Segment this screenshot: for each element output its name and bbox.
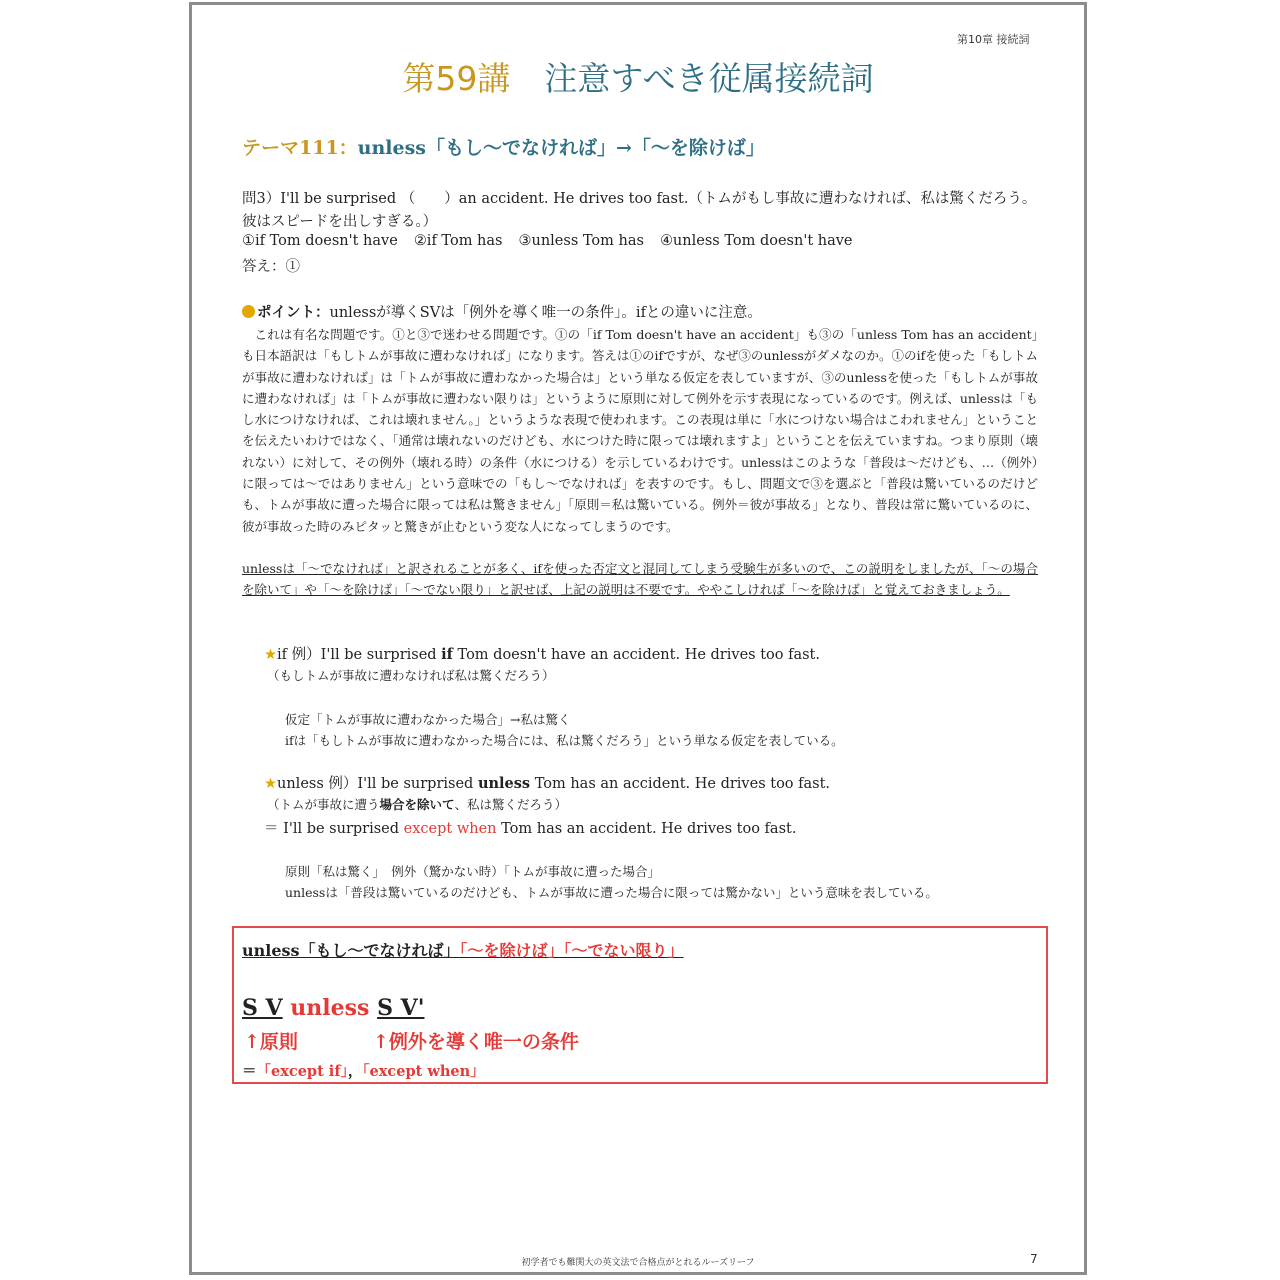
unless-note-2: unlessは「普段は驚いているのだけども、トムが事故に遭った場合に限っては驚かない」という意味を表している。 bbox=[285, 885, 938, 900]
point-body: これは有名な問題です。①と③で迷わせる問題です。①の「if Tom doesn't have an accident」も③の「unless Tom has an accident」も日本語訳は「もしトムが事故に遭わなければ」になります。答えは①のifですが、なぜ③のunlessがダメなのか。①のifを使った「もしトムが事故に遭わなければ」は「トムが事故に遭わなかった場合は」という単なる仮定を表していますが、③のunlessを使った「もしトムが事故に遭わなければ」は「トムが事故に遭わない限りは」というように原則に対して例外を示す表現になっているのです。例えば、unlessは「もし水につけなければ、これは壊れません。」というような表現で使われます。この表現は単に「水につけない場合はこわれません」ということを伝えたいわけではなく、「通常は壊れないのだけども、水につけた時に限っては壊れますよ」ということを伝えていますね。つまり原則（壊れない）に対して、その例外（壊れる時）の条件（水につける）を示しているわけです。unlessはこのような「普段は～だけども、…（例外）に限っては～ではありません」という意味での「もし～でなければ」を表すのです。もし、問題文で③を選ぶと「普段は驚いているのだけども、トムが事故に遭った場合に限っては私は驚きません」「原則＝私は驚いている。例外＝彼が事故る」となり、普段は常に驚いているのに、彼が事故った時のみピタッと驚きが止むという変な人になってしまうのです。 bbox=[242, 327, 1038, 534]
page-number: 7 bbox=[1030, 1252, 1038, 1266]
choice-2: ②if Tom has bbox=[413, 233, 503, 249]
choice-3: ③unless Tom has bbox=[518, 233, 644, 249]
lesson-title: 注意すべき従属接続詞 bbox=[544, 59, 874, 98]
eq-post: Tom has an accident. He drives too fast. bbox=[496, 821, 797, 837]
page-title bbox=[192, 53, 1084, 100]
unless-example-translation bbox=[267, 795, 567, 813]
choice-4: ④unless Tom doesn't have bbox=[659, 233, 853, 249]
summary-except-if: 「except if」 bbox=[256, 1063, 348, 1080]
unless-note-1: 原則「私は驚く」 例外（驚かない時）「トムが事故に遭った場合」 bbox=[285, 864, 661, 879]
summary-arrow-exception: ↑例外を導く唯一の条件 bbox=[373, 1031, 579, 1053]
unless-tr-post: 、私は驚くだろう） bbox=[454, 797, 568, 812]
summary-equivalents bbox=[242, 1060, 485, 1081]
theme-label: テーマ111： bbox=[242, 137, 358, 159]
answer: 答え：① bbox=[242, 259, 300, 275]
summary-eq: ＝ bbox=[242, 1063, 257, 1080]
point-heading-text: unlessが導くSVは「例外を導く唯一の条件」。ifとの違いに注意。 bbox=[329, 305, 762, 321]
summary-unless: unless bbox=[290, 995, 370, 1021]
unless-keyword: unless bbox=[477, 775, 531, 792]
summary-arrow-principle: ↑原則 bbox=[244, 1031, 298, 1053]
summary-sv1: S V bbox=[242, 995, 283, 1021]
document-page bbox=[189, 2, 1087, 1275]
point-label: ポイント： bbox=[257, 304, 330, 321]
if-example bbox=[264, 643, 820, 664]
summary-except-when: 「except when」 bbox=[362, 1063, 485, 1080]
star-icon: ★ bbox=[264, 776, 277, 792]
summary-comma: ， bbox=[347, 1063, 363, 1080]
question-line-1: 問3）I'll be surprised （ ）an accident. He drives too fast.（トムがもし事故に遭わなければ、私は驚くだろう。 bbox=[242, 191, 1037, 207]
unless-tr-bold: 場合を除いて bbox=[379, 797, 455, 812]
point-underlined-note: unlessは「～でなければ」と訳されることが多く、ifを使った否定文と混同してしまう受験生が多いので、この説明をしましたが、「～の場合を除いて」や「～を除けば」「～でない限り」と訳せば、上記の説明は不要です。ややこしければ「～を除けば」と覚えておきましょう。 bbox=[242, 561, 1038, 598]
question-choices bbox=[242, 233, 853, 249]
except-when-red: except when bbox=[403, 821, 497, 837]
choice-1: ①if Tom doesn't have bbox=[242, 233, 398, 249]
summary-sv2: S V' bbox=[377, 995, 425, 1021]
summary-unless-red: 「～を除けば」「～でない限り」 bbox=[459, 941, 684, 960]
if-note-1: 仮定「トムが事故に遭わなかった場合」→私は驚く bbox=[285, 712, 571, 727]
if-keyword: if bbox=[441, 646, 453, 663]
unless-example-label: unless 例） bbox=[277, 776, 358, 792]
theme-text: unless「もし～でなければ」→「～を除けば」 bbox=[357, 137, 765, 159]
point-heading bbox=[242, 301, 762, 322]
star-icon: ★ bbox=[264, 647, 277, 663]
summary-box bbox=[232, 926, 1048, 1084]
summary-formula bbox=[242, 995, 424, 1021]
if-example-label: if 例） bbox=[277, 647, 321, 663]
eq-pre: ＝ I'll be surprised bbox=[264, 821, 404, 837]
unless-example-post: Tom has an accident. He drives too fast. bbox=[530, 776, 831, 792]
bullet-dot-icon bbox=[242, 305, 255, 318]
unless-tr-pre: （トムが事故に遭う bbox=[267, 797, 380, 812]
if-note-2: ifは「もしトムが事故に遭わなかった場合には、私は驚くだろう」という単なる仮定を表している。 bbox=[285, 733, 844, 748]
summary-unless-black: unless「もし～でなければ」 bbox=[242, 941, 460, 960]
summary-line-1 bbox=[242, 938, 684, 961]
lesson-number: 第59講 bbox=[402, 59, 511, 98]
if-example-translation: （もしトムが事故に遭わなければ私は驚くだろう） bbox=[267, 668, 555, 683]
if-example-post: Tom doesn't have an accident. He drives too fast. bbox=[452, 647, 820, 663]
question-line-2: 彼はスピードを出しすぎる。） bbox=[242, 214, 438, 230]
footer-book-title: 初学者でも難関大の英文法で合格点がとれるルーズリーフ bbox=[521, 1258, 755, 1268]
chapter-label: 第10章 接続詞 bbox=[957, 33, 1030, 46]
unless-example bbox=[264, 772, 830, 793]
theme-heading bbox=[242, 133, 765, 160]
if-example-pre: I'll be surprised bbox=[320, 647, 442, 663]
unless-equivalent bbox=[264, 817, 796, 838]
unless-example-pre: I'll be surprised bbox=[357, 776, 478, 792]
